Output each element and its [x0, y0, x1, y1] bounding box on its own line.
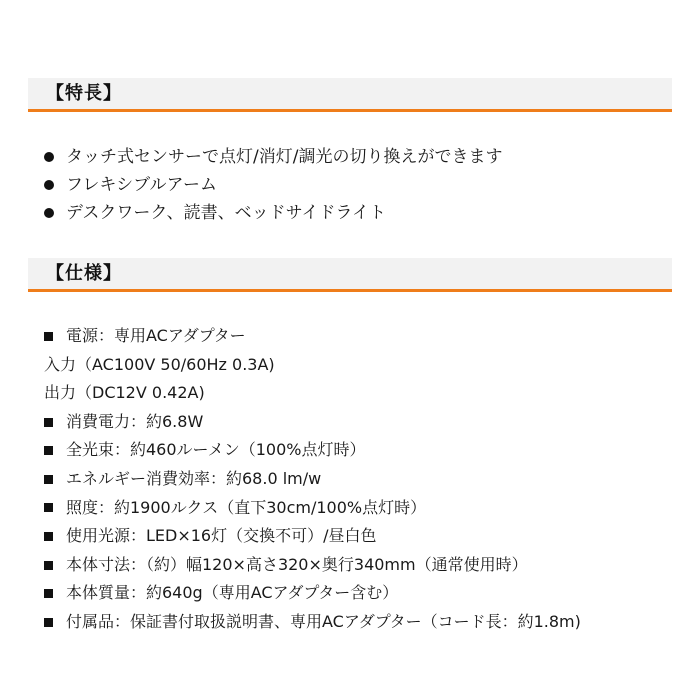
specs-header	[28, 258, 672, 292]
spec-item	[44, 436, 581, 465]
bullet-square-icon	[44, 561, 53, 570]
specs-list	[44, 322, 581, 637]
features-header	[28, 78, 672, 112]
spec-text: 入力（AC100V 50/60Hz 0.3A)	[44, 354, 275, 374]
spec-text: 照度：約1900ルクス（直下30cm/100%点灯時）	[66, 497, 427, 517]
feature-item	[44, 143, 502, 171]
spec-text: 全光束：約460ルーメン（100%点灯時）	[66, 440, 366, 460]
spec-item	[44, 579, 581, 608]
spec-item	[44, 351, 581, 380]
specs-title: 【仕様】	[46, 263, 122, 284]
bullet-square-icon	[44, 618, 53, 627]
spec-text: 本体質量：約640g（専用ACアダプター含む）	[66, 583, 399, 603]
feature-text: フレキシブルアーム	[66, 175, 217, 195]
features-title: 【特長】	[46, 83, 122, 104]
spec-text: エネルギー消費効率：約68.0 lm/w	[66, 468, 322, 488]
spec-item	[44, 551, 581, 580]
spec-item	[44, 408, 581, 437]
spec-text: 付属品：保証書付取扱説明書、専用ACアダプター（コード長：約1.8m)	[66, 611, 581, 631]
features-list	[44, 143, 502, 227]
feature-item	[44, 199, 502, 227]
spec-text: 出力（DC12V 0.42A)	[44, 383, 205, 403]
bullet-square-icon	[44, 332, 53, 341]
feature-item	[44, 171, 502, 199]
bullet-dot-icon	[44, 152, 54, 162]
bullet-square-icon	[44, 589, 53, 598]
feature-text: デスクワーク、読書、ベッドサイドライト	[66, 203, 386, 223]
spec-item	[44, 322, 581, 351]
spec-text: 消費電力：約6.8W	[66, 411, 204, 431]
spec-item	[44, 465, 581, 494]
spec-text: 本体寸法：（約）幅120×高さ320×奥行340mm（通常使用時）	[66, 554, 528, 574]
spec-text: 電源：専用ACアダプター	[66, 326, 246, 345]
spec-item	[44, 608, 581, 637]
bullet-square-icon	[44, 446, 53, 455]
spec-item	[44, 379, 581, 408]
spec-text: 使用光源：LED×16灯（交換不可）/昼白色	[66, 526, 377, 546]
bullet-dot-icon	[44, 180, 54, 190]
bullet-square-icon	[44, 418, 53, 427]
bullet-square-icon	[44, 475, 53, 484]
spec-item	[44, 522, 581, 551]
bullet-square-icon	[44, 532, 53, 541]
bullet-dot-icon	[44, 208, 54, 218]
bullet-square-icon	[44, 503, 53, 512]
feature-text: タッチ式センサーで点灯/消灯/調光の切り換えができます	[66, 147, 503, 167]
spec-item	[44, 494, 581, 523]
